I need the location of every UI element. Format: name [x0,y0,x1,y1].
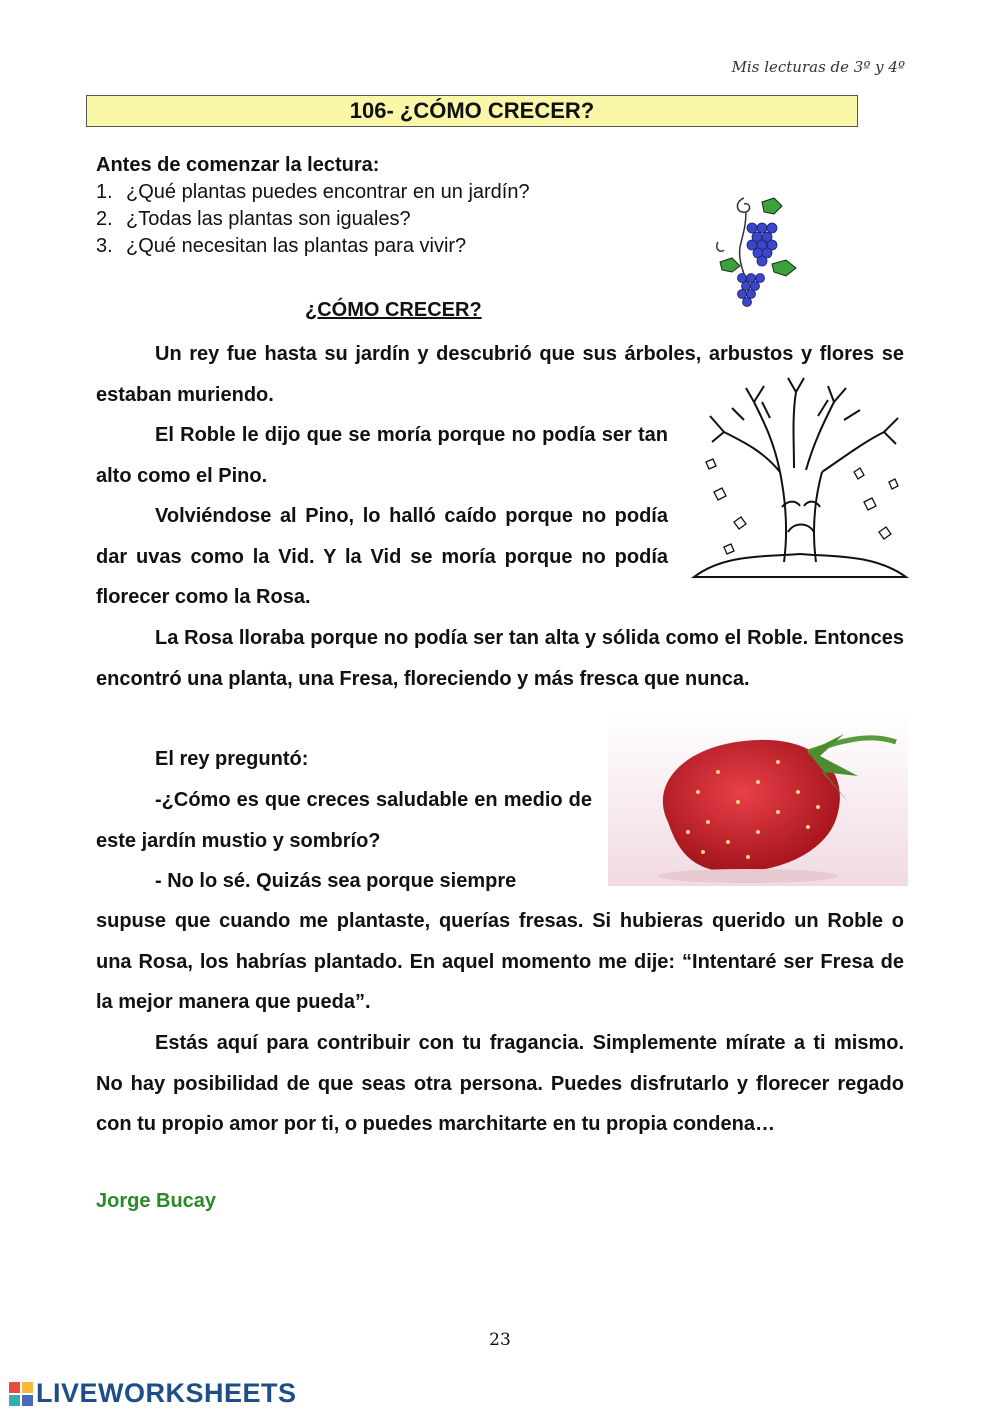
page-title: 106- ¿CÓMO CRECER? [86,95,858,127]
brand-logo [8,1378,297,1409]
story-title: ¿CÓMO CRECER? [305,299,482,321]
story-paragraph: -¿Cómo es que creces saludable en medio de este jardín mustio y sombrío? [96,789,592,852]
page-number: 23 [489,1330,511,1350]
strawberry-illustration [608,712,908,886]
list-item: 3. ¿Qué necesitan las plantas para vivir? [96,235,467,257]
grapes-illustration [712,192,802,314]
story-paragraph: supuse que cuando me plantaste, querías fresas. Si hubieras querido un Roble o una Rosa, los habrías plantado. En aquel momento me dije: “Intentaré ser Fresa de la mejor manera que pueda”. [96,910,904,1014]
story-paragraph: Volviéndose al Pino, lo halló caído porque no podía dar uvas como la Vid. Y la Vid se moría porque no podía florecer como la Rosa. [96,505,668,609]
sad-tree-illustration [684,372,916,604]
story-paragraph: El Roble le dijo que se moría porque no podía ser tan alto como el Pino. [96,424,668,487]
prereading-section [96,152,530,260]
story-paragraph: La Rosa lloraba porque no podía ser tan alta y sólida como el Roble. Entonces encontró una planta, una Fresa, floreciendo y más fresca que nunca. [96,627,904,690]
author: Jorge Bucay [96,1190,217,1212]
brand-icon [8,1381,34,1407]
story-paragraph: Estás aquí para contribuir con tu fragancia. Simplemente mírate a ti mismo. No hay posibilidad de que seas otra persona. Puedes disfrutarlo y florecer regado con tu propio amor por ti, o puedes marchitarte en tu propia condena… [96,1032,904,1136]
story-paragraph: - No lo sé. Quizás sea porque siempre [155,870,517,892]
list-item: 1. ¿Qué plantas puedes encontrar en un jardín? [96,181,530,203]
list-item: 2. ¿Todas las plantas son iguales? [96,208,411,230]
series-label: Mis lecturas de 3º y 4º [731,58,905,76]
prereading-questions [96,179,530,260]
story-paragraph: Un rey fue hasta su jardín y descubrió que sus árboles, arbustos y flores se estaban muriendo. [96,343,904,406]
brand-text: LIVEWORKSHEETS [36,1378,297,1408]
prereading-heading: Antes de comenzar la lectura: [96,154,380,176]
story-paragraph: El rey preguntó: [155,748,309,770]
